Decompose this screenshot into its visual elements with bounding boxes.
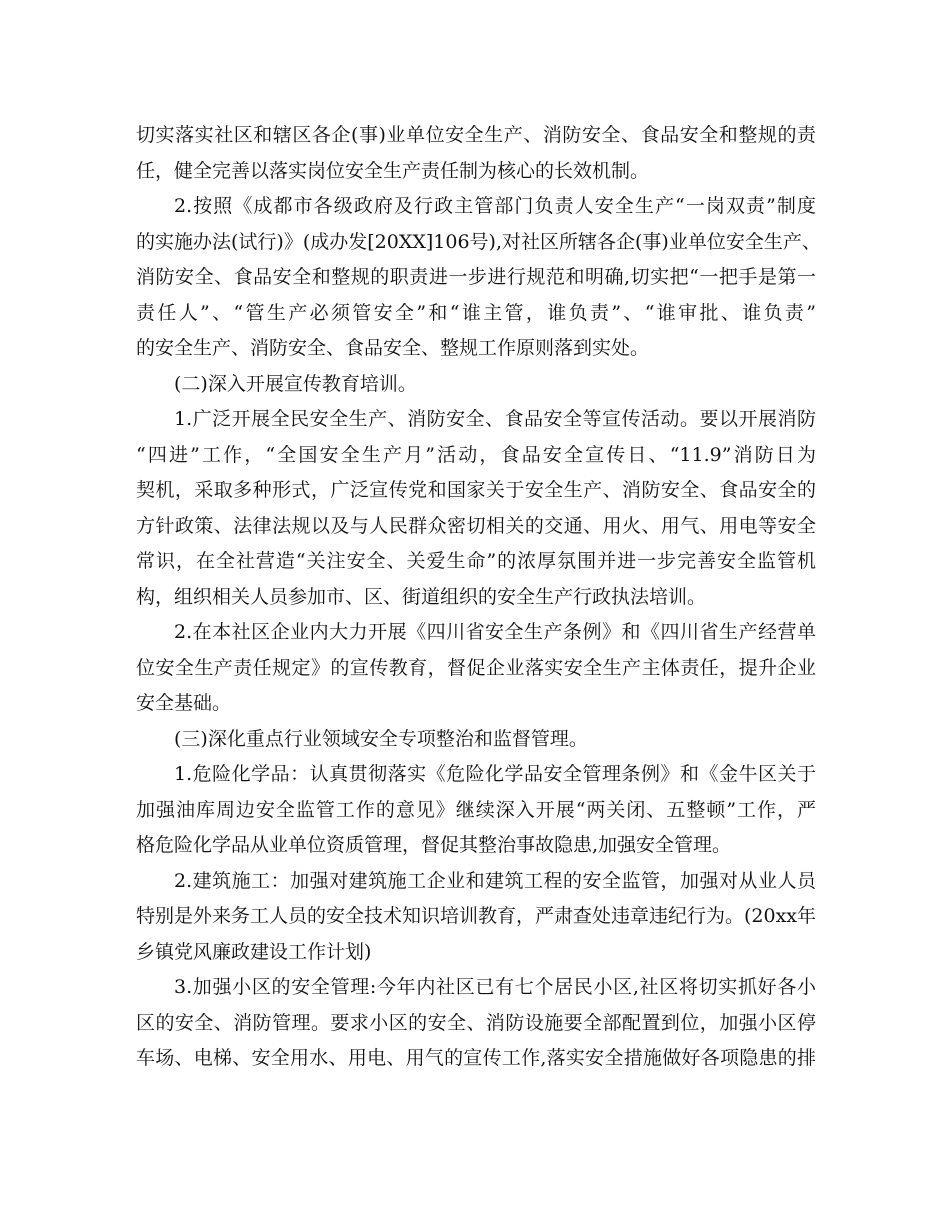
heading-section-2-publicity-training (136, 367, 816, 403)
text-line: 切实落实社区和辖区各企(事)业单位安全生产、消防安全、食品安全和整规的责 (136, 124, 816, 146)
text-line: 格危险化学品从业单位资质管理，督促其整治事故隐患,加强安全管理。 (136, 834, 732, 856)
text-line: 消防安全、食品安全和整规的职责进一步进行规范和明确,切实把“一把手是第一 (136, 266, 816, 288)
text-line: 乡镇党风廉政建设工作计划) (136, 940, 372, 963)
para-item-3-residential-areas (136, 970, 816, 1077)
para-item-1-hazardous-chemicals (136, 757, 816, 864)
section-heading: (二)深入开展宣传教育培训。 (174, 372, 417, 395)
text-line: 的安全生产、消防安全、食品安全、整规工作原则落到实处。 (136, 337, 650, 359)
text-line: 区的安全、消防管理。要求小区的安全、消防设施要全部配置到位，加强小区停 (136, 1011, 816, 1034)
text-line: 2.按照《成都市各级政府及行政主管部门负责人安全生产“一岗双责”制度 (174, 195, 816, 217)
para-item-2-chengdu-measures (136, 189, 821, 367)
para-item-1-publicity-activities (136, 402, 816, 615)
para-responsibility-continued (136, 118, 816, 189)
text-line: 构，组织相关人员参加市、区、街道组织的安全生产行政执法培训。 (136, 585, 707, 608)
text-line: 1.广泛开展全民安全生产、消防安全、食品安全等宣传活动。要以开展消防 (174, 408, 816, 430)
document-body (136, 118, 821, 1077)
text-line: 的实施办法(试行)》(成办发[20XX]106号),对社区所辖各企(事)业单位安全生产、 (136, 230, 821, 253)
text-line: “四进”工作，“全国安全生产月”活动，食品安全宣传日、“11.9”消防日为 (136, 443, 816, 466)
text-line: 3.加强小区的安全管理:今年内社区已有七个居民小区,社区将切实抓好各小 (174, 976, 816, 998)
heading-section-3-key-industries (136, 722, 816, 758)
text-line: 加强油库周边安全监管工作的意见》继续深入开展“两关闭、五整顿”工作，严 (136, 798, 816, 821)
text-line: 2.建筑施工：加强对建筑施工企业和建筑工程的安全监管，加强对从业人员 (174, 869, 816, 892)
text-line: 责任人”、“管生产必须管安全”和“谁主管，谁负责”、“谁审批、谁负责” (136, 301, 816, 324)
section-heading: (三)深化重点行业领域安全专项整治和监督管理。 (174, 727, 588, 750)
text-line: 2.在本社区企业内大力开展《四川省安全生产条例》和《四川省生产经营单 (174, 621, 816, 643)
para-item-2-construction (136, 864, 816, 971)
text-line: 契机，采取多种形式，广泛宣传党和国家关于安全生产、消防安全、食品安全的 (136, 479, 816, 501)
text-line: 常识，在全社营造“关注安全、关爱生命”的浓厚氛围并进一步完善安全监管机 (136, 550, 816, 572)
text-line: 1.危险化学品：认真贯彻落实《危险化学品安全管理条例》和《金牛区关于 (174, 763, 816, 785)
text-line: 方针政策、法律法规以及与人民群众密切相关的交通、用火、用气、用电等安全 (136, 514, 816, 537)
text-line: 车场、电梯、安全用水、用电、用气的宣传工作,落实安全措施做好各项隐患的排 (136, 1047, 816, 1069)
text-line: 任，健全完善以落实岗位安全生产责任制为核心的长效机制。 (136, 159, 650, 182)
text-line: 特别是外来务工人员的安全技术知识培训教育，严肃查处违章违纪行为。(20xx年 (136, 905, 817, 927)
para-item-2-sichuan-regulations (136, 615, 816, 722)
text-line: 位安全生产责任规定》的宣传教育，督促企业落实安全生产主体责任，提升企业 (136, 656, 816, 679)
text-line: 安全基础。 (136, 692, 232, 714)
